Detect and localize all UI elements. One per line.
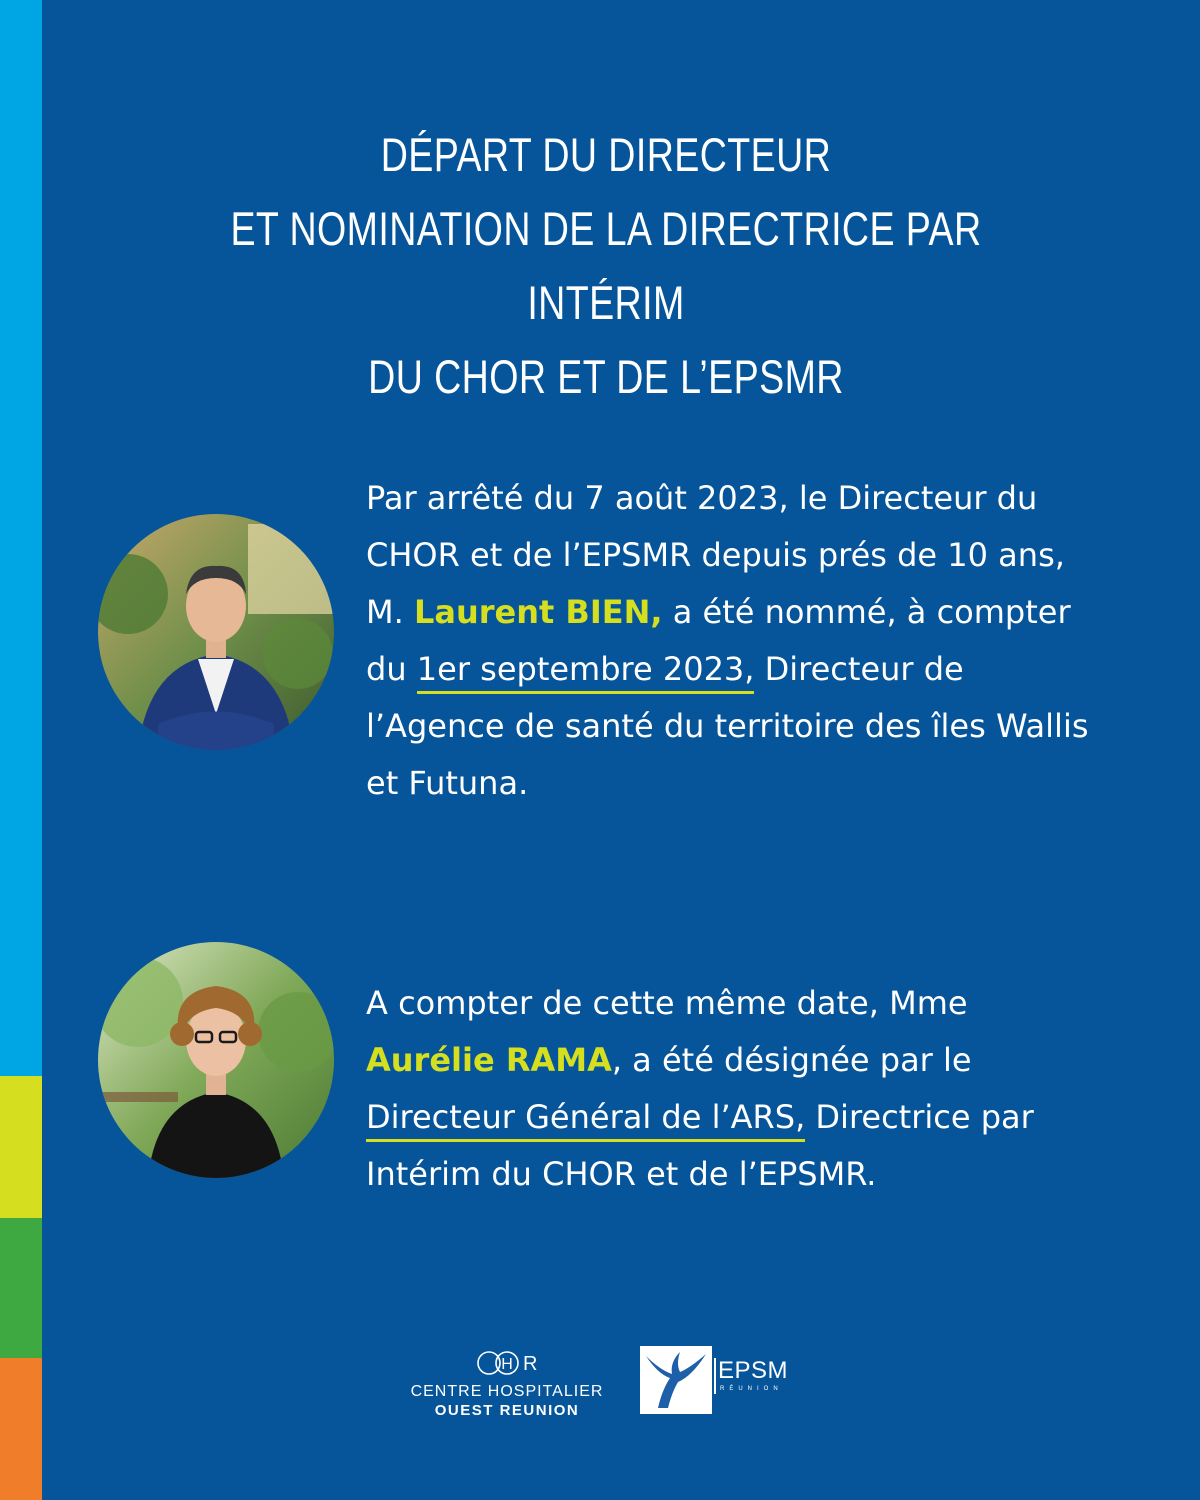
epsm-logo: [640, 1346, 800, 1416]
appointing-authority: Directeur Général de l’ARS,: [366, 1098, 805, 1142]
chor-logo: [402, 1346, 612, 1420]
name-aurelie-rama: Aurélie RAMA: [366, 1041, 612, 1079]
page-title: [155, 118, 1057, 414]
paragraph-1-text-b: a été nommé, à compter du: [366, 593, 1071, 688]
svg-text:H: H: [501, 1356, 513, 1373]
name-laurent-bien: Laurent BIEN,: [413, 593, 663, 631]
announcement-paragraph-1: [366, 470, 1106, 812]
portrait-aurelie-rama: [98, 942, 334, 1178]
portrait-laurent-bien: [98, 514, 334, 750]
chor-line-2: OUEST REUNION: [434, 1402, 580, 1419]
epsm-figure-icon: [640, 1346, 712, 1414]
paragraph-1-text-c: Directeur de l’Agence de santé du territoire des îles Wallis et Futuna.: [366, 650, 1089, 802]
effective-date: 1er septembre 2023,: [417, 650, 755, 694]
side-stripe-green: [0, 1218, 42, 1358]
title-line-3: DU CHOR ET DE L’EPSMR: [368, 350, 844, 403]
epsm-emblem: [640, 1346, 712, 1414]
announcement-paragraph-2: [366, 975, 1106, 1203]
title-line-2: ET NOMINATION DE LA DIRECTRICE PAR INTÉRIM: [230, 202, 982, 329]
chor-mark-icon: [475, 1346, 539, 1380]
svg-text:R: R: [523, 1353, 538, 1375]
side-stripe-cyan: [0, 0, 42, 1076]
title-line-1: DÉPART DU DIRECTEUR: [380, 128, 832, 181]
epsm-divider: [714, 1358, 716, 1394]
chor-line-1: CENTRE HOSPITALIER: [410, 1383, 604, 1400]
paragraph-2-text-b: , a été désignée par le: [611, 1041, 972, 1079]
epsm-name: EPSM: [718, 1357, 789, 1384]
side-stripe-yellow: [0, 1076, 42, 1218]
side-stripe-orange: [0, 1358, 42, 1500]
paragraph-2-text-a: A compter de cette même date, Mme: [366, 984, 968, 1022]
epsm-subtitle: RÉUNION: [720, 1386, 783, 1392]
paragraph-2-text-c: Directrice par Intérim du CHOR et de l’EPSMR.: [366, 1098, 1034, 1193]
paragraph-1-text-a: Par arrêté du 7 août 2023, le Directeur du CHOR et de l’EPSMR depuis prés de 10 ans, M.: [366, 479, 1065, 631]
